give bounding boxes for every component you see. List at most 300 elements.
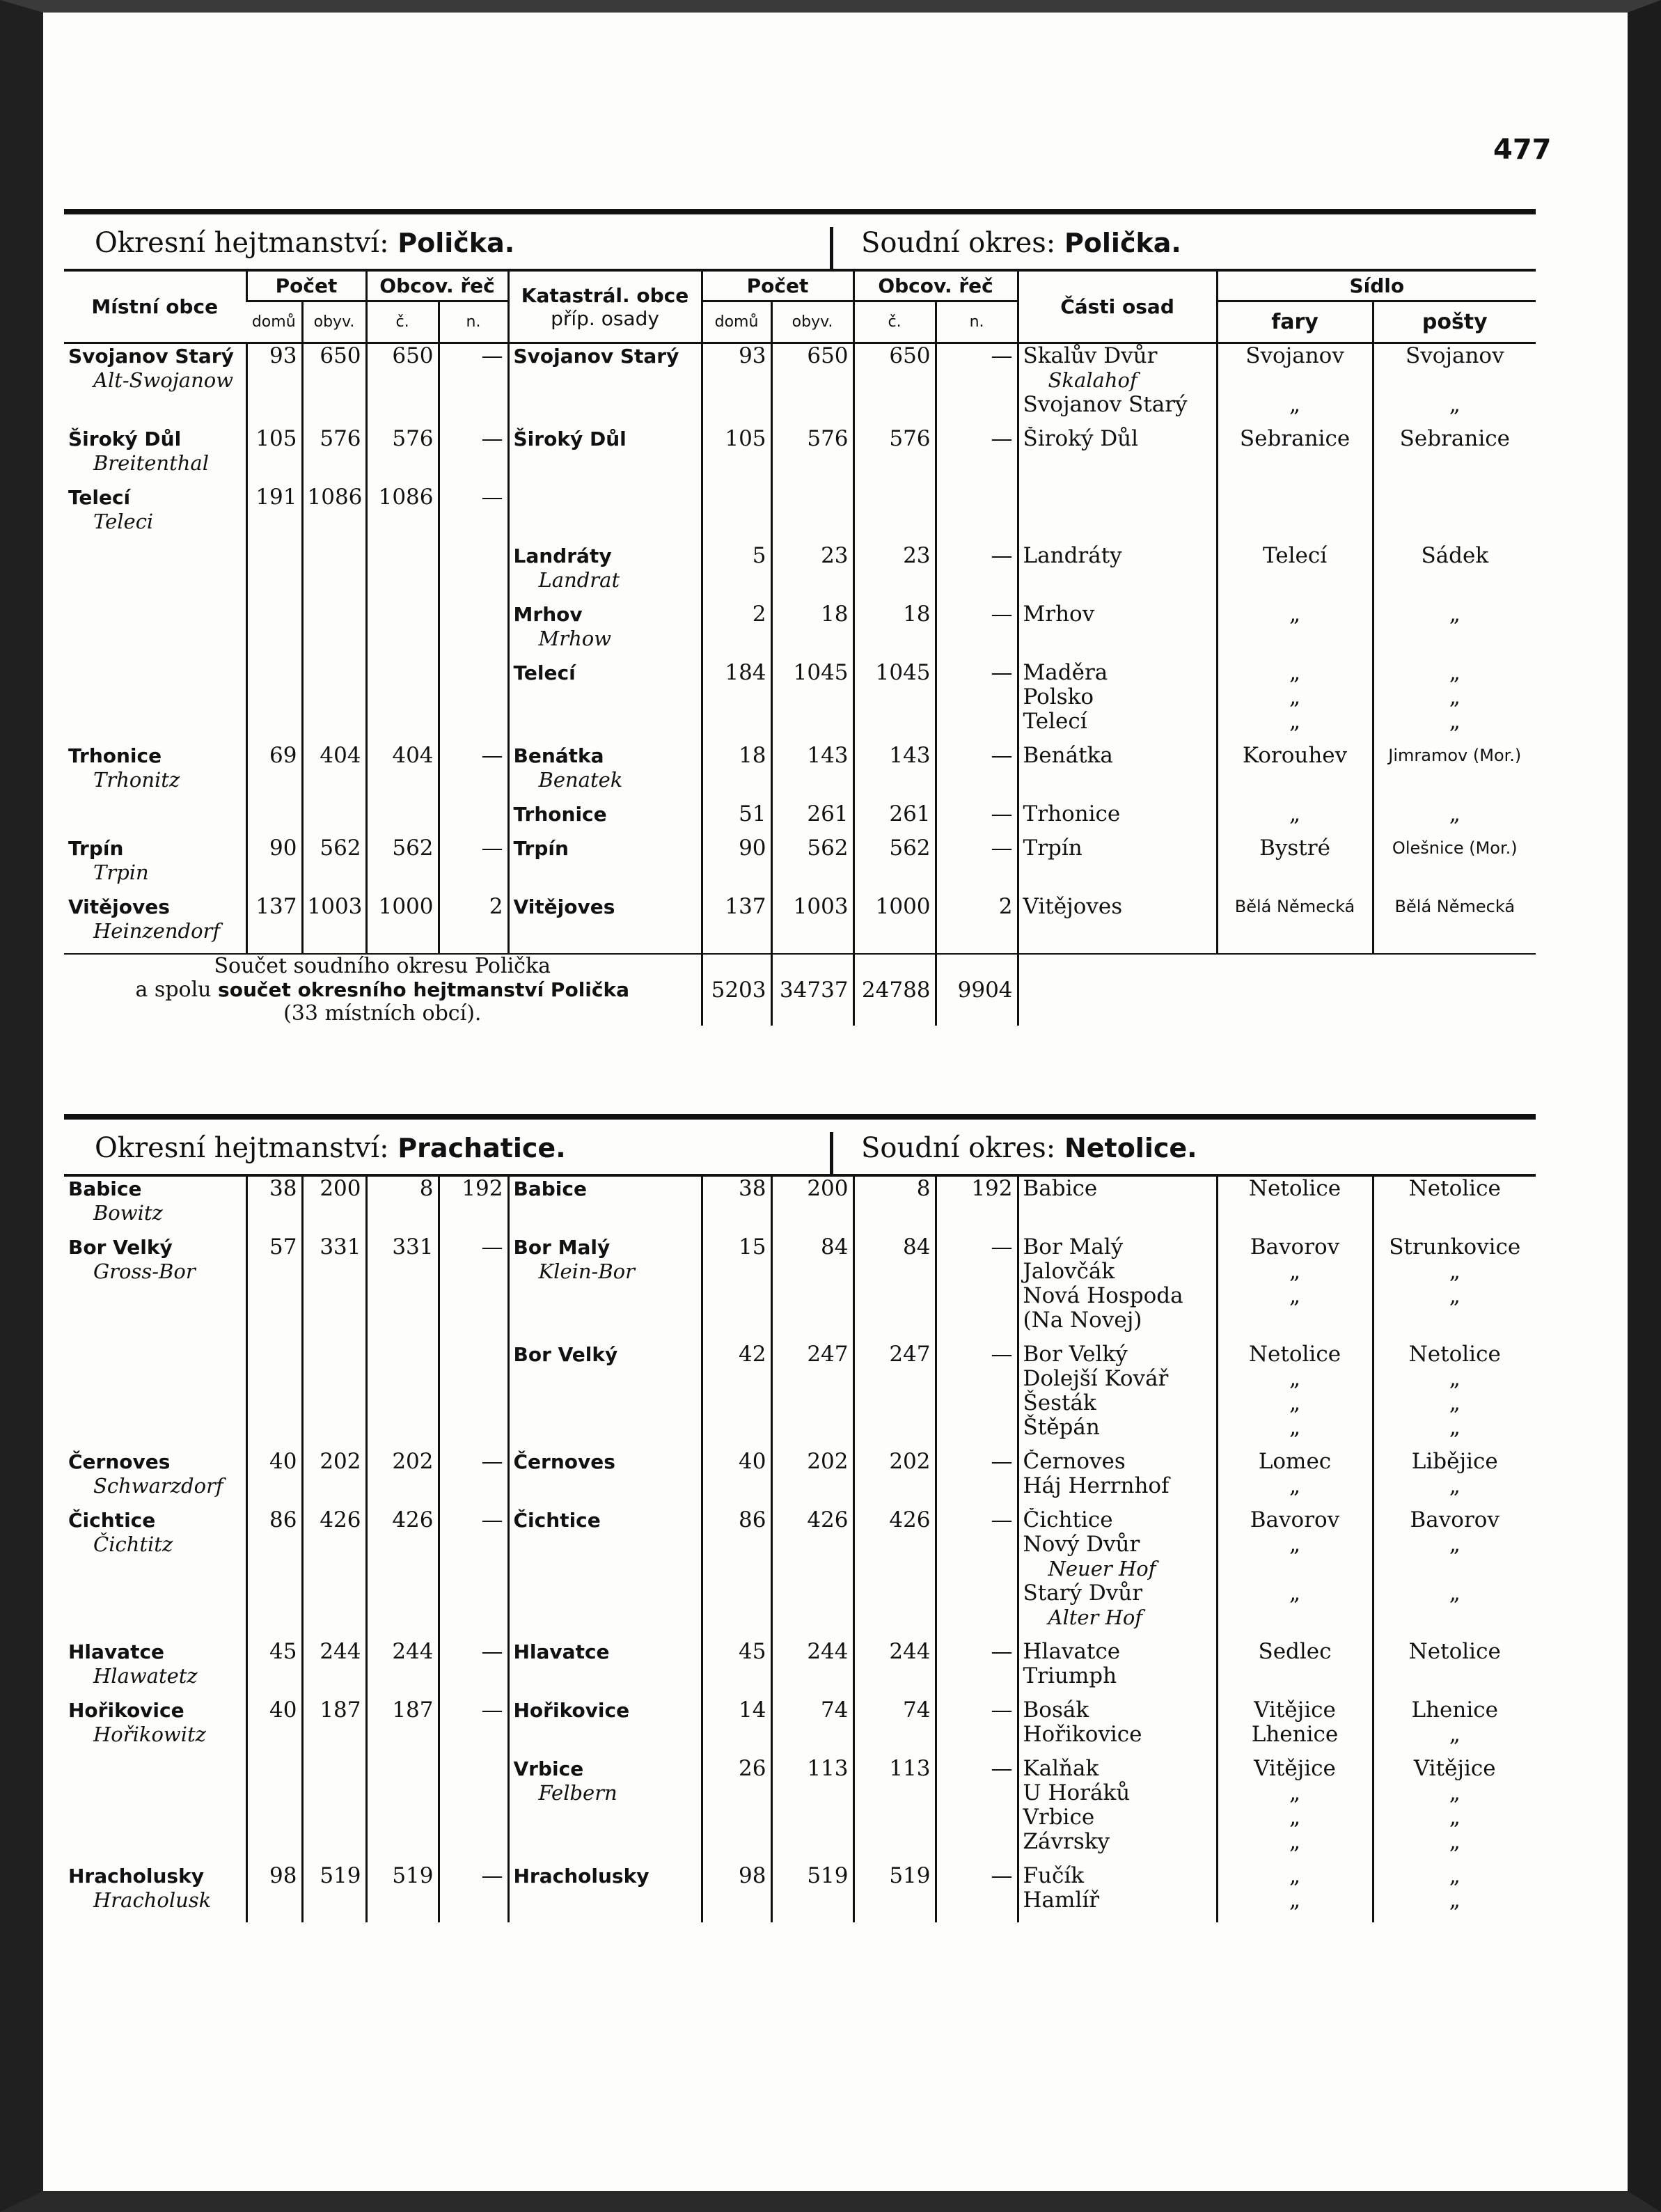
gap-cell — [1217, 1333, 1373, 1342]
value: — — [481, 427, 503, 451]
value: 404 — [320, 744, 361, 768]
cell-line: Vitějoves — [1023, 895, 1123, 919]
cell-o — [302, 1342, 366, 1440]
cadastral-name: Mrhov — [513, 603, 583, 626]
gap-cell — [936, 1630, 1018, 1640]
value: 191 — [255, 485, 297, 510]
gap-cell — [936, 593, 1018, 602]
gap-cell — [302, 734, 366, 744]
cell-line: Sebranice — [1239, 427, 1351, 451]
cell-casti-osad — [1018, 1640, 1217, 1688]
table-row — [64, 1342, 1536, 1440]
gap-cell — [1373, 1630, 1536, 1640]
value: 93 — [739, 343, 766, 368]
municipality-german: Čichtitz — [93, 1532, 173, 1556]
gap-cell — [1018, 885, 1217, 895]
cell-casti-osad — [1018, 427, 1217, 476]
cell-c — [366, 744, 439, 792]
gap-cell — [366, 826, 439, 836]
municipality-name: Černoves — [68, 1450, 171, 1473]
cell-kn — [936, 1177, 1018, 1225]
value: 247 — [889, 1342, 931, 1367]
gap-cell — [1373, 593, 1536, 602]
cell-line: „ — [1289, 1473, 1301, 1498]
value: 23 — [821, 544, 849, 568]
gap-cell — [302, 1225, 366, 1235]
cell-casti-osad — [1018, 802, 1217, 826]
gap-cell — [936, 1498, 1018, 1508]
value: 57 — [269, 1235, 297, 1260]
row-gap — [64, 593, 1536, 602]
gap-cell — [64, 1225, 246, 1235]
value: 650 — [392, 343, 434, 368]
cell-c — [366, 1342, 439, 1440]
cell-kd — [702, 1864, 771, 1913]
gap-cell — [246, 1225, 302, 1235]
cell-d — [246, 1342, 302, 1440]
district-name: Prachatice. — [397, 1133, 566, 1163]
cell-posty — [1373, 1508, 1536, 1630]
cell-katastral — [508, 895, 702, 943]
district-title: Okresní hejtmanství: Prachatice. — [95, 1132, 566, 1164]
cell-posty — [1373, 544, 1536, 593]
cell-kc — [853, 544, 936, 593]
cell-d — [246, 1508, 302, 1630]
value: 202 — [392, 1450, 434, 1474]
gap-cell — [64, 417, 246, 427]
cell-n — [439, 1177, 508, 1225]
gap-cell — [302, 1913, 366, 1922]
cell-c — [366, 836, 439, 885]
cell-casti-osad — [1018, 1177, 1217, 1225]
cell-line: Trpín — [1023, 836, 1083, 861]
value: 90 — [739, 836, 766, 861]
value: 426 — [807, 1508, 849, 1532]
gap-cell — [936, 734, 1018, 744]
cell-line — [1222, 1308, 1368, 1333]
summary-line: Součet soudního okresu Polička — [214, 954, 551, 978]
cell-o — [302, 1235, 366, 1333]
value: 426 — [889, 1508, 931, 1532]
gap-cell — [1217, 1913, 1373, 1922]
gap-cell — [702, 1747, 771, 1757]
cell-ko — [771, 1177, 853, 1225]
gap-cell — [1373, 734, 1536, 744]
gap-cell — [853, 1913, 936, 1922]
value: 34737 — [779, 977, 849, 1003]
gap-cell — [1373, 651, 1536, 661]
cell-fary — [1217, 602, 1373, 651]
gap-cell — [936, 943, 1018, 954]
row-gap — [64, 417, 1536, 427]
cell-d — [246, 602, 302, 651]
cell-line: Kalňak — [1023, 1757, 1099, 1781]
cell-d — [246, 544, 302, 593]
cadastral-name: Čichtice — [513, 1509, 601, 1532]
value: 331 — [320, 1235, 361, 1260]
gap-cell — [246, 1913, 302, 1922]
cell-line: Netolice — [1248, 1342, 1341, 1367]
col-n: n. — [439, 301, 508, 343]
row-gap — [64, 476, 1536, 485]
gap-cell — [1217, 1688, 1373, 1698]
gap-cell — [936, 1747, 1018, 1757]
gap-cell — [246, 1630, 302, 1640]
cell-kd — [702, 661, 771, 734]
value: 84 — [903, 1235, 931, 1260]
value: 650 — [889, 343, 931, 368]
cell-line: „ — [1289, 1283, 1301, 1308]
cell-kc — [853, 343, 936, 418]
value: — — [991, 744, 1013, 768]
value: 1086 — [307, 485, 363, 510]
gap-cell — [302, 1688, 366, 1698]
cell-line: Čichtice — [1023, 1508, 1113, 1532]
cadastral-name: Černoves — [513, 1450, 615, 1473]
value: 98 — [739, 1864, 766, 1888]
value: 1003 — [307, 895, 363, 919]
cell-o — [302, 1450, 366, 1498]
cell-c — [366, 1177, 439, 1225]
cell-d — [246, 485, 302, 534]
cell-line: „ — [1289, 1864, 1301, 1888]
value: 23 — [903, 544, 931, 568]
value: — — [481, 1864, 503, 1888]
cell-line: Olešnice (Mor.) — [1392, 838, 1518, 858]
cadastral-german: Mrhow — [538, 627, 612, 650]
value: 1000 — [378, 895, 434, 919]
cell-casti-osad — [1018, 744, 1217, 792]
cell-fary — [1217, 343, 1373, 418]
municipality-name: Vitějoves — [68, 895, 170, 918]
cell-kc — [853, 1235, 936, 1333]
value: 576 — [889, 427, 931, 451]
value: 519 — [889, 1864, 931, 1888]
cell-kn — [936, 744, 1018, 792]
cell-posty — [1373, 895, 1536, 943]
gap-cell — [439, 593, 508, 602]
cadastral-name: Benátka — [513, 744, 604, 767]
cell-o — [302, 485, 366, 534]
value: 576 — [320, 427, 361, 451]
cadastral-name: Telecí — [513, 661, 576, 684]
gap-cell — [853, 1854, 936, 1864]
cell-line: Korouhev — [1242, 744, 1348, 768]
cell-line: „ — [1289, 392, 1301, 417]
row-gap — [64, 885, 1536, 895]
gap-cell — [439, 943, 508, 954]
cell-katastral — [508, 485, 702, 534]
gap-cell — [246, 534, 302, 544]
value: 562 — [807, 836, 849, 861]
cell-kc — [853, 836, 936, 885]
value: — — [481, 836, 503, 861]
cell-line: Babice — [1023, 1177, 1098, 1201]
cell-line: Trhonice — [1023, 802, 1121, 826]
cell-posty — [1373, 1640, 1536, 1688]
gap-cell — [302, 1630, 366, 1640]
cell-kd — [702, 744, 771, 792]
gap-cell — [439, 1688, 508, 1698]
gap-cell — [508, 1854, 702, 1864]
gap-cell — [1373, 885, 1536, 895]
cell-line — [1378, 1664, 1532, 1688]
gap-cell — [1018, 1498, 1217, 1508]
gap-cell — [439, 417, 508, 427]
cell-kd — [702, 1177, 771, 1225]
gap-cell — [853, 943, 936, 954]
table-row — [64, 1864, 1536, 1913]
section-header — [64, 209, 1536, 272]
value: 1000 — [875, 895, 931, 919]
gap-cell — [771, 534, 853, 544]
col-obcov-rec-2: Obcov. řeč — [853, 272, 1018, 301]
cell-line — [1378, 1557, 1532, 1581]
gap-cell — [508, 826, 702, 836]
value: — — [481, 1235, 503, 1260]
cell-line — [1222, 1606, 1368, 1630]
cell-kc — [853, 602, 936, 651]
cell-line: „ — [1449, 392, 1461, 417]
value: 650 — [807, 343, 849, 368]
gap-cell — [302, 1854, 366, 1864]
value: 8 — [916, 1177, 931, 1201]
cell-kd — [702, 1757, 771, 1854]
cell-katastral — [508, 1177, 702, 1225]
value: 113 — [889, 1757, 931, 1781]
cell-ko — [771, 661, 853, 734]
cell-kn — [936, 802, 1018, 826]
gap-cell — [1018, 1225, 1217, 1235]
gap-cell — [702, 734, 771, 744]
cell-posty — [1373, 836, 1536, 885]
municipality-table — [64, 272, 1536, 1026]
gap-cell — [64, 792, 246, 802]
gap-cell — [508, 734, 702, 744]
col-c: č. — [366, 301, 439, 343]
value: 200 — [807, 1177, 849, 1201]
gap-cell — [302, 476, 366, 485]
gap-cell — [1373, 476, 1536, 485]
cell-n — [439, 1342, 508, 1440]
value: 519 — [320, 1864, 361, 1888]
cell-mistni-obec — [64, 802, 246, 826]
value: 18 — [739, 744, 766, 768]
cell-line: Maděra — [1023, 661, 1108, 685]
value: 9904 — [957, 977, 1013, 1003]
cell-d — [246, 1177, 302, 1225]
table-row — [64, 836, 1536, 885]
summary-empty — [1018, 954, 1536, 1026]
value: 187 — [320, 1698, 361, 1723]
row-gap — [64, 651, 1536, 661]
cell-kc — [853, 1698, 936, 1747]
cell-line: Závrsky — [1023, 1829, 1110, 1854]
cell-n — [439, 1757, 508, 1854]
table-row — [64, 1757, 1536, 1854]
cell-mistni-obec — [64, 1450, 246, 1498]
value: 24788 — [861, 977, 931, 1003]
cell-mistni-obec — [64, 343, 246, 418]
gap-cell — [302, 1333, 366, 1342]
cell-o — [302, 1640, 366, 1688]
cell-line: Sedlec — [1258, 1640, 1332, 1664]
municipality-german: Teleci — [93, 510, 154, 533]
cell-katastral — [508, 1235, 702, 1333]
cell-o — [302, 544, 366, 593]
gap-cell — [64, 1498, 246, 1508]
gap-cell — [366, 534, 439, 544]
cell-line: Mrhov — [1023, 602, 1095, 627]
gap-cell — [702, 417, 771, 427]
cell-o — [302, 1508, 366, 1630]
cell-line: „ — [1449, 1780, 1461, 1805]
cell-line: Lhenice — [1251, 1722, 1339, 1747]
cell-line: „ — [1289, 1415, 1301, 1440]
cell-n — [439, 602, 508, 651]
gap-cell — [936, 476, 1018, 485]
cell-line: Bystré — [1259, 836, 1330, 861]
gap-cell — [302, 651, 366, 661]
cell-ko — [771, 1864, 853, 1913]
gap-cell — [936, 1440, 1018, 1450]
gap-cell — [853, 651, 936, 661]
cell-line: Bělá Německá — [1234, 897, 1355, 916]
gap-cell — [1018, 826, 1217, 836]
gap-cell — [771, 885, 853, 895]
gap-cell — [771, 417, 853, 427]
cell-line: Netolice — [1248, 1177, 1341, 1201]
gap-cell — [439, 734, 508, 744]
gap-cell — [853, 417, 936, 427]
cell-kc — [853, 1450, 936, 1498]
value: 69 — [269, 744, 297, 768]
gap-cell — [1018, 1440, 1217, 1450]
cell-c — [366, 485, 439, 534]
gap-cell — [302, 943, 366, 954]
gap-cell — [853, 1498, 936, 1508]
gap-cell — [1373, 417, 1536, 427]
gap-cell — [1018, 734, 1217, 744]
cell-kc — [853, 1342, 936, 1440]
cell-line: Svojanov — [1245, 343, 1344, 368]
court-title: Soudní okres: Netolice. — [830, 1132, 1197, 1174]
municipality-german: Bowitz — [93, 1201, 163, 1225]
cell-katastral — [508, 602, 702, 651]
cell-line: Široký Důl — [1023, 427, 1139, 451]
cell-line: Bavorov — [1250, 1235, 1340, 1260]
value: 331 — [392, 1235, 434, 1260]
table-row — [64, 343, 1536, 418]
cell-line: Libějice — [1411, 1450, 1498, 1474]
gap-cell — [702, 1913, 771, 1922]
cell-line: Skalův Dvůr — [1023, 343, 1158, 368]
cell-mistni-obec — [64, 661, 246, 734]
cell-fary — [1217, 1235, 1373, 1333]
cell-kd — [702, 1235, 771, 1333]
cell-line: Bor Velký — [1023, 1342, 1128, 1367]
cell-n — [439, 1640, 508, 1688]
cell-mistni-obec — [64, 602, 246, 651]
gap-cell — [64, 534, 246, 544]
gap-cell — [1373, 1225, 1536, 1235]
value: 5 — [752, 544, 766, 568]
cell-line: Skalahof — [1048, 368, 1137, 392]
value: 404 — [392, 744, 434, 768]
gap-cell — [64, 1854, 246, 1864]
cell-line: Nová Hospoda — [1023, 1283, 1183, 1308]
gap-cell — [1018, 792, 1217, 802]
cell-fary — [1217, 1508, 1373, 1630]
gap-cell — [246, 1688, 302, 1698]
cell-fary — [1217, 1450, 1373, 1498]
value: — — [481, 1508, 503, 1532]
cell-kn — [936, 836, 1018, 885]
cell-o — [302, 802, 366, 826]
gap-cell — [702, 1225, 771, 1235]
cell-d — [246, 802, 302, 826]
row-gap — [64, 1225, 1536, 1235]
cell-line: Netolice — [1408, 1342, 1501, 1367]
value: — — [481, 485, 503, 510]
cell-casti-osad — [1018, 1450, 1217, 1498]
cell-line: Sebranice — [1399, 427, 1510, 451]
cell-line: Bělá Německá — [1394, 897, 1516, 916]
col-katastral: Katastrál. obce příp. osady — [508, 272, 702, 343]
value: — — [481, 744, 503, 768]
cell-mistni-obec — [64, 895, 246, 943]
gap-cell — [771, 1854, 853, 1864]
gap-cell — [508, 1913, 702, 1922]
cell-fary — [1217, 1342, 1373, 1440]
cell-line: „ — [1449, 1473, 1461, 1498]
cell-line: Starý Dvůr — [1023, 1580, 1143, 1606]
cell-kd — [702, 602, 771, 651]
value: 200 — [320, 1177, 361, 1201]
cell-kd — [702, 1640, 771, 1688]
cell-katastral — [508, 1342, 702, 1440]
summary-part: součet okresního hejtmanství Polička — [218, 978, 629, 1001]
cell-line: „ — [1449, 1283, 1461, 1308]
cell-kd — [702, 343, 771, 418]
gap-cell — [771, 593, 853, 602]
table-row — [64, 1640, 1536, 1688]
gap-cell — [702, 476, 771, 485]
gap-cell — [508, 593, 702, 602]
cell-casti-osad — [1018, 1757, 1217, 1854]
cell-fary — [1217, 895, 1373, 943]
table-row — [64, 485, 1536, 534]
value: 562 — [320, 836, 361, 861]
cell-mistni-obec — [64, 1235, 246, 1333]
cell-ko — [771, 802, 853, 826]
gap-cell — [508, 417, 702, 427]
cell-fary — [1217, 485, 1373, 534]
cell-casti-osad — [1018, 1235, 1217, 1333]
summary-n — [936, 954, 1018, 1026]
gap-cell — [1018, 1854, 1217, 1864]
summary-text — [64, 954, 702, 1026]
cell-line: „ — [1449, 1390, 1461, 1415]
gap-cell — [853, 1630, 936, 1640]
gap-cell — [1018, 1630, 1217, 1640]
gap-cell — [246, 417, 302, 427]
gap-cell — [702, 593, 771, 602]
cadastral-name: Hracholusky — [513, 1865, 650, 1888]
summary-d — [702, 954, 771, 1026]
gap-cell — [936, 1225, 1018, 1235]
gap-cell — [439, 826, 508, 836]
